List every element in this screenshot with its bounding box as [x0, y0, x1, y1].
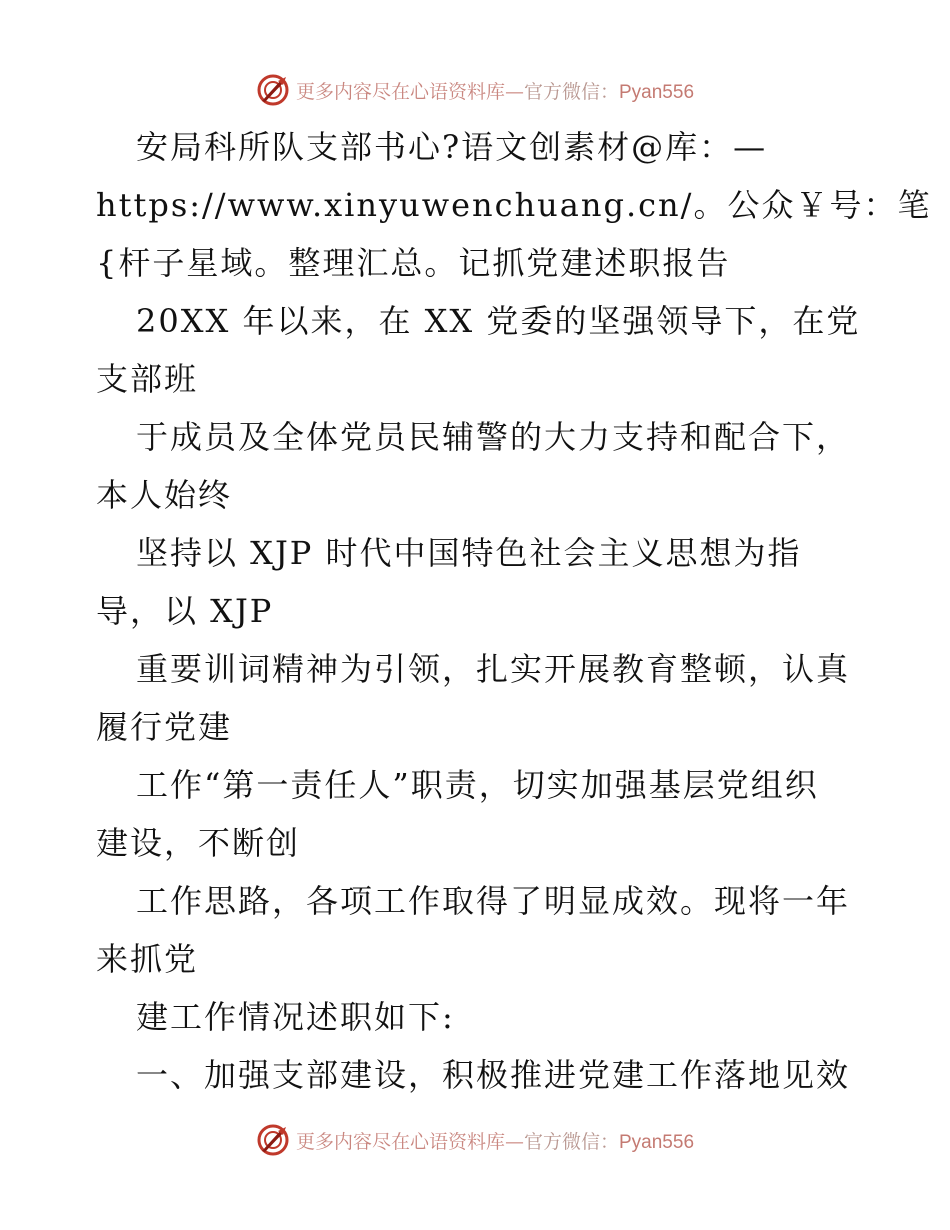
banner-wechat-label: 官方微信：: [523, 80, 619, 103]
document-line: 建设，不断创: [96, 824, 301, 862]
banner-text: [296, 1127, 694, 1154]
document-line: {杆子星域。整理汇总。记抓党建述职报告: [96, 244, 731, 282]
document-line: 导，以 XJP: [96, 592, 274, 630]
document-line: https://www.xinyuwenchuang.cn/。公众￥号：笔: [96, 186, 932, 224]
banner-wechat-label: 官方微信：: [523, 1130, 619, 1153]
banner-tagline: 更多内容尽在心语资料库: [295, 80, 505, 103]
document-line: 工作思路，各项工作取得了明显成效。现将一年: [136, 882, 851, 920]
banner-wechat-handle: Pyan556: [619, 1131, 695, 1153]
document-line: 坚持以 XJP 时代中国特色社会主义思想为指: [136, 534, 802, 572]
banner-tagline: 更多内容尽在心语资料库: [295, 1130, 505, 1153]
footer-banner: [0, 1120, 950, 1160]
header-banner: [0, 70, 950, 110]
document-line: 履行党建: [96, 708, 233, 746]
document-line: 建工作情况述职如下:: [136, 998, 455, 1036]
quill-logo-icon: [256, 1123, 290, 1157]
banner-separator: —: [504, 1130, 524, 1153]
document-line: 来抓党: [96, 940, 199, 978]
document-line: 本人始终: [96, 476, 233, 514]
banner-separator: —: [504, 80, 524, 103]
document-line: 安局科所队支部书心?语文创素材@库：—: [136, 128, 768, 166]
document-line: 重要训词精神为引领，扎实开展教育整顿，认真: [136, 650, 851, 688]
document-line: 20XX 年以来，在 XX 党委的坚强领导下，在党: [136, 302, 861, 340]
document-line: 支部班: [96, 360, 199, 398]
banner-text: [296, 77, 694, 104]
document-line: 于成员及全体党员民辅警的大力支持和配合下，: [136, 418, 851, 456]
document-body: [96, 118, 932, 1104]
document-line: 工作“第一责任人”职责，切实加强基层党组织: [136, 766, 819, 804]
banner-wechat-handle: Pyan556: [619, 81, 695, 103]
quill-logo-icon: [256, 73, 290, 107]
document-line: 一、加强支部建设，积极推进党建工作落地见效: [136, 1056, 851, 1094]
